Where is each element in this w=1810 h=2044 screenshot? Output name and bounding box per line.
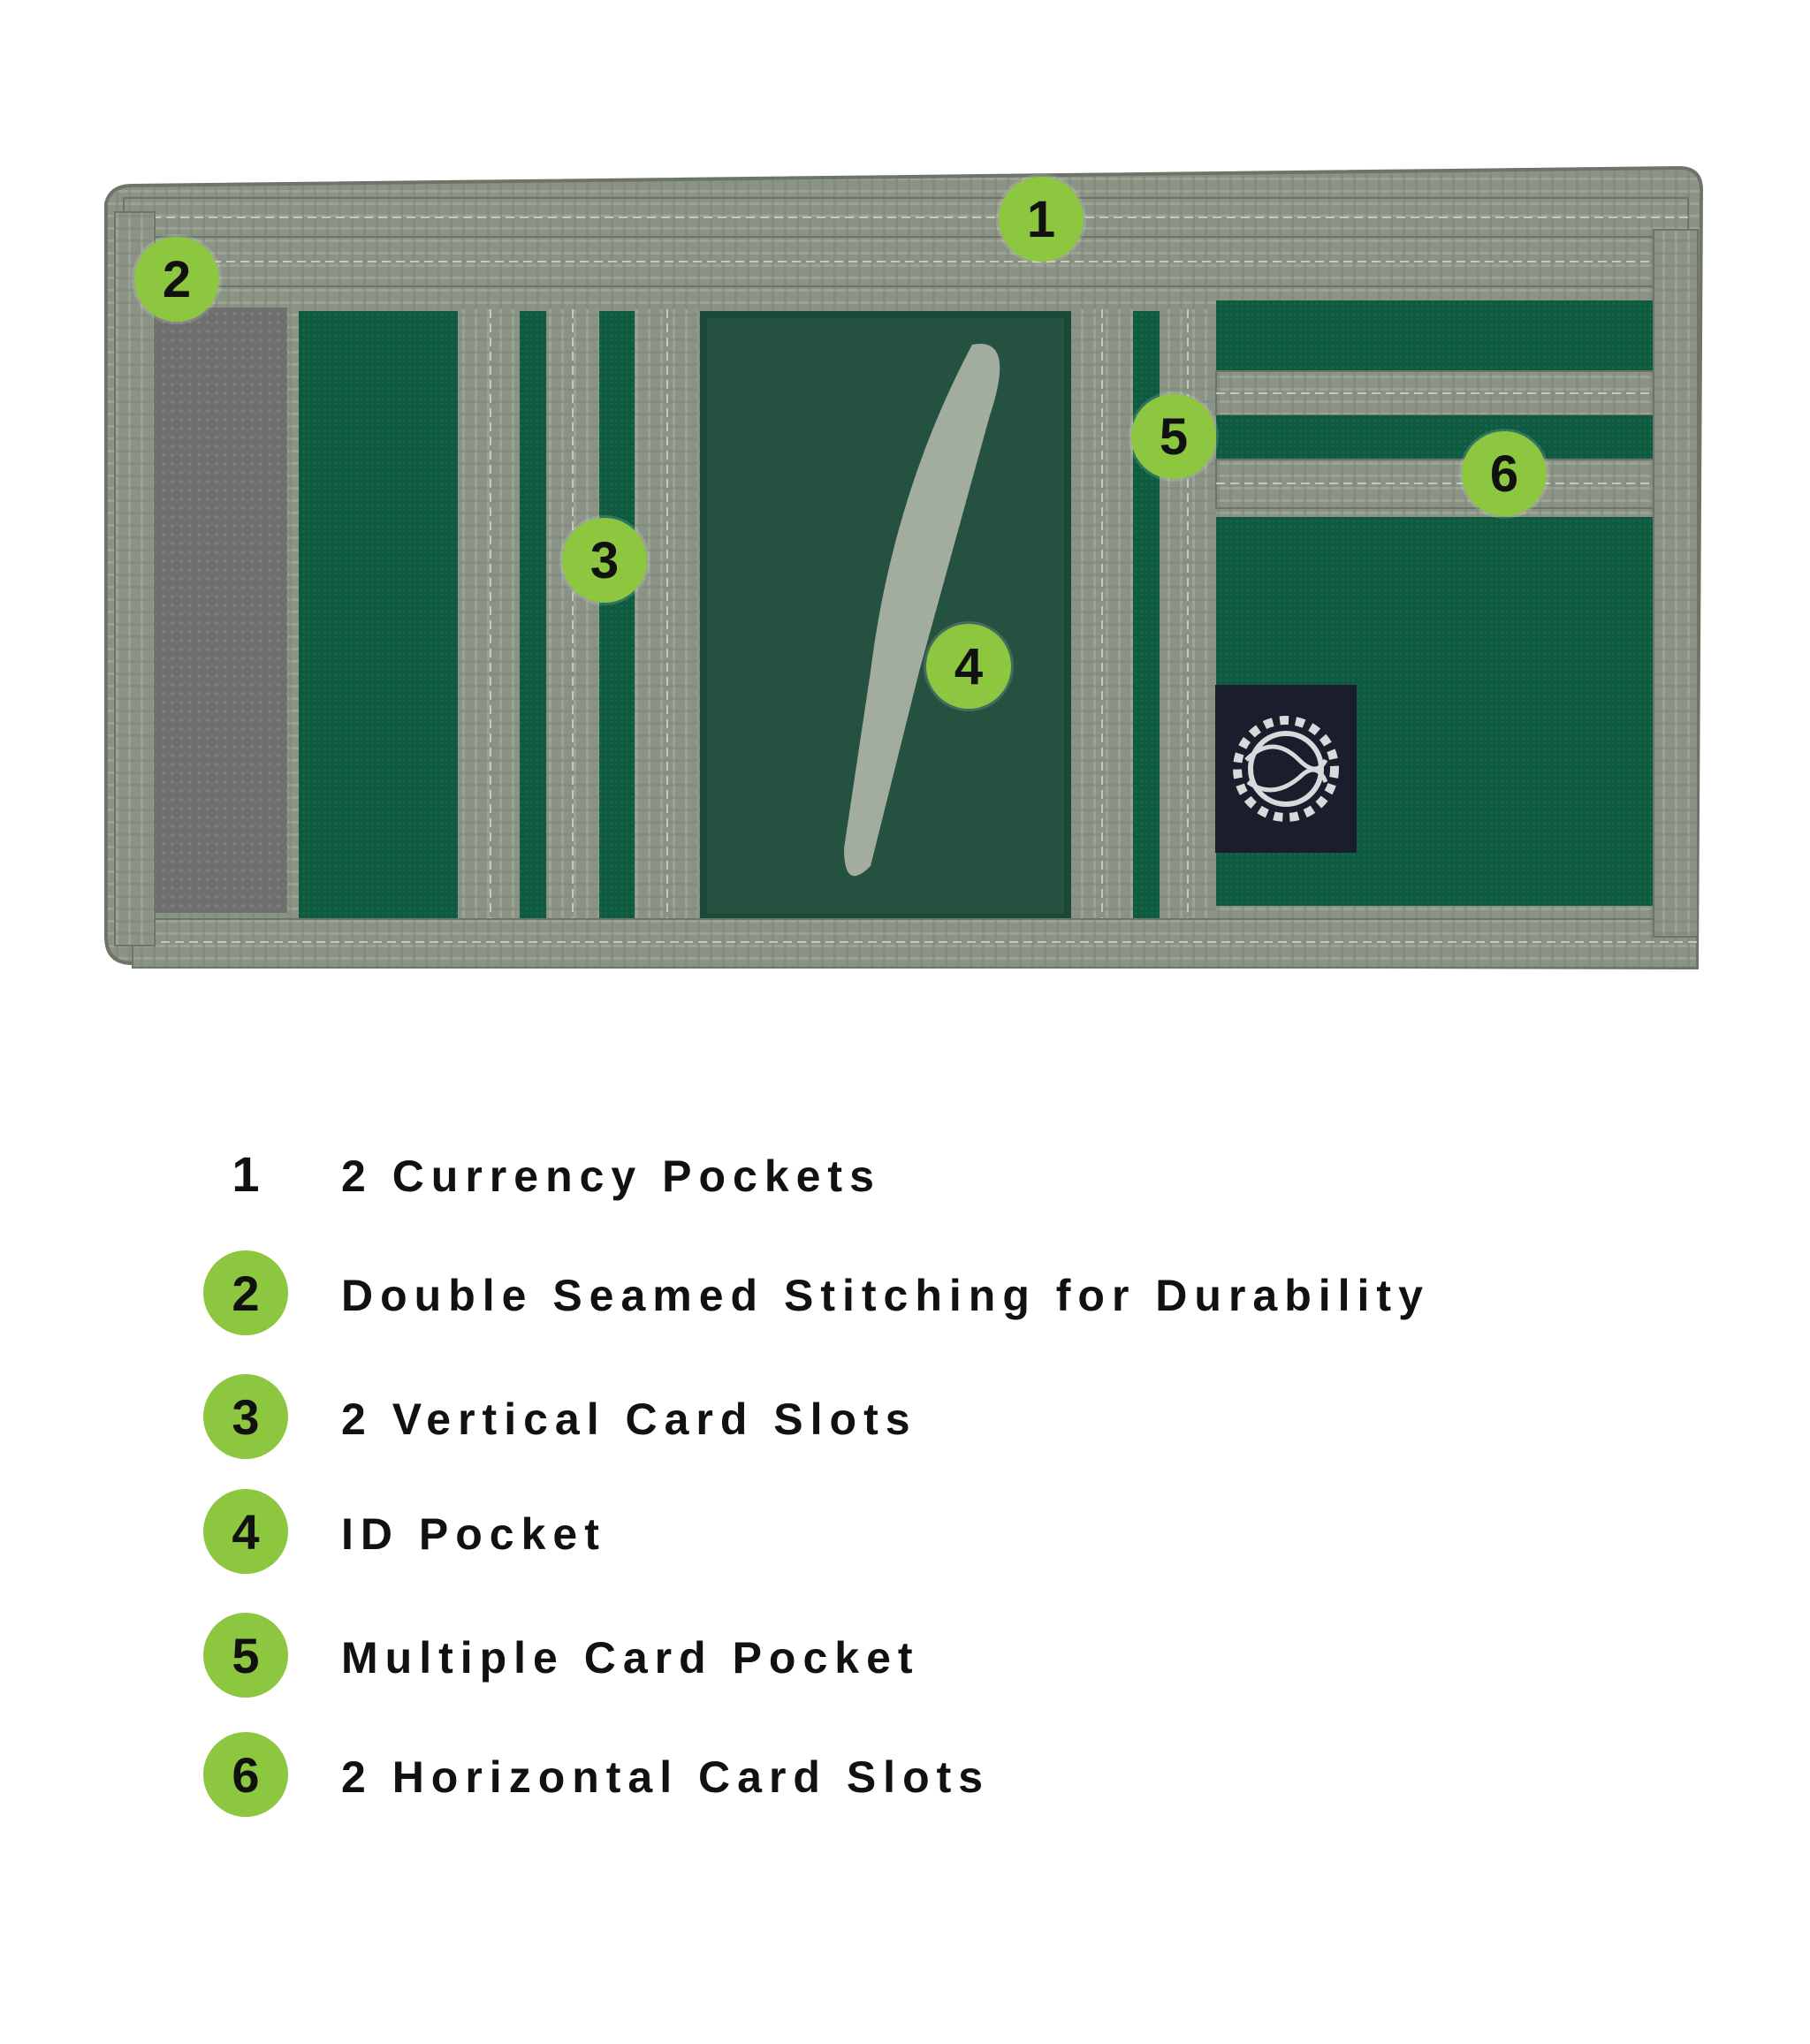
right-fabric-top (1216, 300, 1654, 371)
legend-item-horizontal-slots (0, 1732, 1810, 1829)
left-fabric-pocket (299, 311, 458, 921)
left-binding (115, 212, 155, 946)
right-binding (1654, 230, 1698, 937)
legend-number: 5 (203, 1613, 288, 1698)
wallet-photo (0, 0, 1810, 990)
legend-number: 2 (203, 1250, 288, 1335)
legend-label: 2 Vertical Card Slots (341, 1394, 917, 1444)
legend-label: 2 Horizontal Card Slots (341, 1752, 991, 1802)
marker-6: 6 (1462, 431, 1547, 516)
legend-item-id-pocket (0, 1489, 1810, 1586)
legend-label: Double Seamed Stitching for Durability (341, 1271, 1430, 1320)
marker-1: 1 (999, 177, 1084, 262)
marker-2: 2 (134, 237, 219, 322)
gear-logo-icon (1215, 685, 1357, 853)
legend-label: ID Pocket (341, 1509, 606, 1559)
legend-number: 3 (203, 1374, 288, 1459)
legend-item-stitching (0, 1250, 1810, 1348)
velcro-strip (155, 308, 287, 913)
legend-item-vertical-slots (0, 1374, 1810, 1471)
legend-item-currency-pockets (0, 1131, 1810, 1228)
legend-number: 6 (203, 1732, 288, 1817)
marker-5: 5 (1131, 394, 1216, 479)
legend-number: 1 (232, 1145, 260, 1202)
legend-number: 4 (203, 1489, 288, 1574)
legend-label: Multiple Card Pocket (341, 1633, 920, 1683)
marker-4: 4 (926, 624, 1011, 709)
legend-label: 2 Currency Pockets (341, 1151, 881, 1201)
legend-item-multiple-card (0, 1613, 1810, 1710)
feature-legend (0, 1096, 1810, 1891)
bottom-binding (133, 919, 1697, 968)
marker-3: 3 (562, 518, 647, 603)
